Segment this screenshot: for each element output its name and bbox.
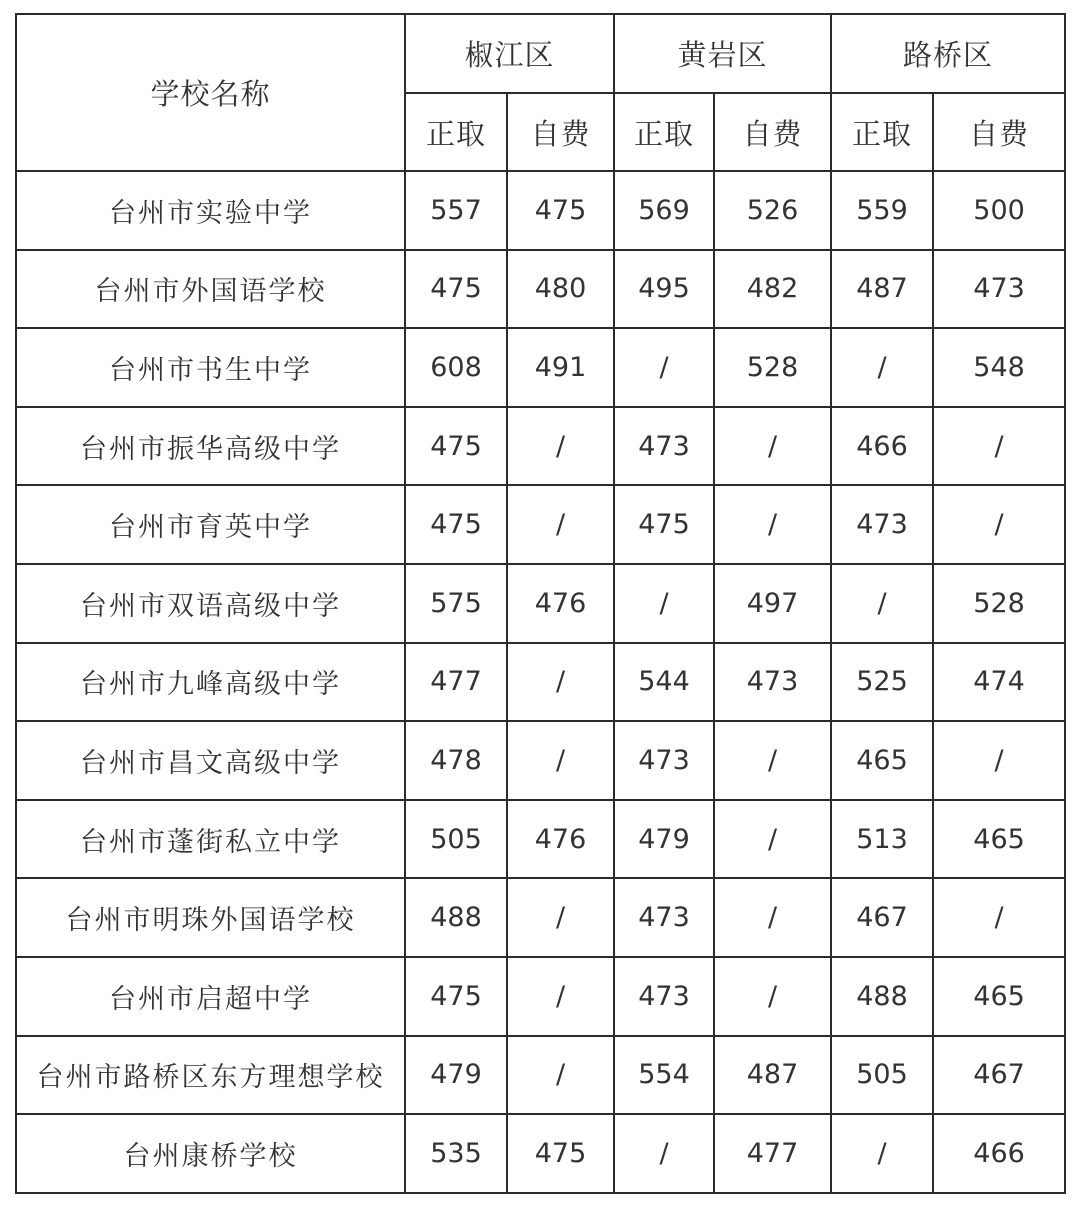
district-header-huangyan: 黄岩区: [614, 14, 831, 93]
table-row: [16, 957, 1065, 1036]
school-name-cell: 台州市双语高级中学: [16, 564, 405, 643]
score-cell: 513: [831, 800, 933, 879]
score-cell: 488: [405, 878, 507, 957]
table-row: [16, 407, 1065, 486]
score-cell: /: [714, 878, 831, 957]
score-cell: 475: [405, 250, 507, 329]
score-cell: 575: [405, 564, 507, 643]
score-cell: 554: [614, 1036, 714, 1115]
score-cell: /: [831, 564, 933, 643]
score-cell: /: [831, 328, 933, 407]
subcol-selfpay-header: 自费: [714, 93, 831, 171]
score-cell: 505: [831, 1036, 933, 1115]
score-cell: /: [831, 1114, 933, 1193]
score-cell: 544: [614, 643, 714, 722]
school-name-header: 学校名称: [16, 14, 405, 171]
score-cell: 473: [714, 643, 831, 722]
score-cell: /: [507, 643, 614, 722]
score-cell: 467: [933, 1036, 1065, 1115]
table-row: [16, 878, 1065, 957]
score-cell: 535: [405, 1114, 507, 1193]
score-cell: 466: [933, 1114, 1065, 1193]
score-cell: /: [507, 1036, 614, 1115]
score-cell: /: [507, 721, 614, 800]
score-cell: 477: [714, 1114, 831, 1193]
score-cell: 479: [405, 1036, 507, 1115]
score-cell: 487: [831, 250, 933, 329]
score-cell: 475: [507, 1114, 614, 1193]
school-name-cell: 台州市明珠外国语学校: [16, 878, 405, 957]
score-cell: /: [714, 721, 831, 800]
score-cell: 476: [507, 564, 614, 643]
score-cell: /: [714, 485, 831, 564]
school-name-cell: 台州康桥学校: [16, 1114, 405, 1193]
table-row: [16, 328, 1065, 407]
score-cell: 475: [507, 171, 614, 250]
score-cell: 465: [831, 721, 933, 800]
score-cell: 476: [507, 800, 614, 879]
score-cell: 525: [831, 643, 933, 722]
admission-scores-table: [15, 13, 1066, 1194]
score-cell: 495: [614, 250, 714, 329]
school-name-cell: 台州市九峰高级中学: [16, 643, 405, 722]
header-row-districts: [16, 14, 1065, 93]
score-cell: /: [714, 957, 831, 1036]
score-cell: 473: [614, 957, 714, 1036]
table-row: [16, 1114, 1065, 1193]
subcol-selfpay-header: 自费: [507, 93, 614, 171]
table-row: [16, 485, 1065, 564]
score-cell: 528: [933, 564, 1065, 643]
score-cell: /: [714, 800, 831, 879]
table-row: [16, 800, 1065, 879]
score-cell: 528: [714, 328, 831, 407]
school-name-cell: 台州市启超中学: [16, 957, 405, 1036]
subcol-selfpay-header: 自费: [933, 93, 1065, 171]
score-cell: 569: [614, 171, 714, 250]
score-cell: 480: [507, 250, 614, 329]
subcol-regular-header: 正取: [405, 93, 507, 171]
score-cell: /: [614, 1114, 714, 1193]
score-cell: /: [507, 407, 614, 486]
school-name-cell: 台州市外国语学校: [16, 250, 405, 329]
score-cell: 477: [405, 643, 507, 722]
score-cell: /: [507, 957, 614, 1036]
score-cell: 497: [714, 564, 831, 643]
school-name-cell: 台州市育英中学: [16, 485, 405, 564]
score-cell: /: [614, 564, 714, 643]
score-cell: 500: [933, 171, 1065, 250]
score-cell: /: [933, 407, 1065, 486]
school-name-cell: 台州市蓬街私立中学: [16, 800, 405, 879]
score-cell: /: [933, 878, 1065, 957]
score-cell: 475: [405, 485, 507, 564]
score-cell: 465: [933, 800, 1065, 879]
score-cell: 557: [405, 171, 507, 250]
table-row: [16, 171, 1065, 250]
school-name-cell: 台州市昌文高级中学: [16, 721, 405, 800]
score-cell: 608: [405, 328, 507, 407]
score-cell: 465: [933, 957, 1065, 1036]
score-cell: 505: [405, 800, 507, 879]
table-row: [16, 1036, 1065, 1115]
table-row: [16, 721, 1065, 800]
score-cell: /: [507, 878, 614, 957]
school-name-cell: 台州市实验中学: [16, 171, 405, 250]
district-header-jiaojiang: 椒江区: [405, 14, 614, 93]
score-cell: 474: [933, 643, 1065, 722]
table-body: [16, 171, 1065, 1193]
score-cell: 487: [714, 1036, 831, 1115]
score-cell: 475: [405, 957, 507, 1036]
subcol-regular-header: 正取: [614, 93, 714, 171]
score-cell: 475: [614, 485, 714, 564]
score-cell: 559: [831, 171, 933, 250]
score-cell: 473: [933, 250, 1065, 329]
score-cell: 475: [405, 407, 507, 486]
score-cell: /: [714, 407, 831, 486]
score-cell: 488: [831, 957, 933, 1036]
score-cell: 491: [507, 328, 614, 407]
table-row: [16, 250, 1065, 329]
district-header-luqiao: 路桥区: [831, 14, 1065, 93]
score-cell: 473: [614, 878, 714, 957]
score-cell: 478: [405, 721, 507, 800]
school-name-cell: 台州市振华高级中学: [16, 407, 405, 486]
school-name-cell: 台州市书生中学: [16, 328, 405, 407]
score-cell: 548: [933, 328, 1065, 407]
table-row: [16, 643, 1065, 722]
score-cell: 473: [831, 485, 933, 564]
table-row: [16, 564, 1065, 643]
score-cell: 482: [714, 250, 831, 329]
score-cell: /: [933, 721, 1065, 800]
score-cell: 467: [831, 878, 933, 957]
score-cell: 473: [614, 721, 714, 800]
score-cell: 526: [714, 171, 831, 250]
subcol-regular-header: 正取: [831, 93, 933, 171]
score-cell: 466: [831, 407, 933, 486]
score-cell: /: [614, 328, 714, 407]
score-cell: 473: [614, 407, 714, 486]
school-name-cell: 台州市路桥区东方理想学校: [16, 1036, 405, 1115]
score-cell: 479: [614, 800, 714, 879]
score-cell: /: [507, 485, 614, 564]
score-cell: /: [933, 485, 1065, 564]
